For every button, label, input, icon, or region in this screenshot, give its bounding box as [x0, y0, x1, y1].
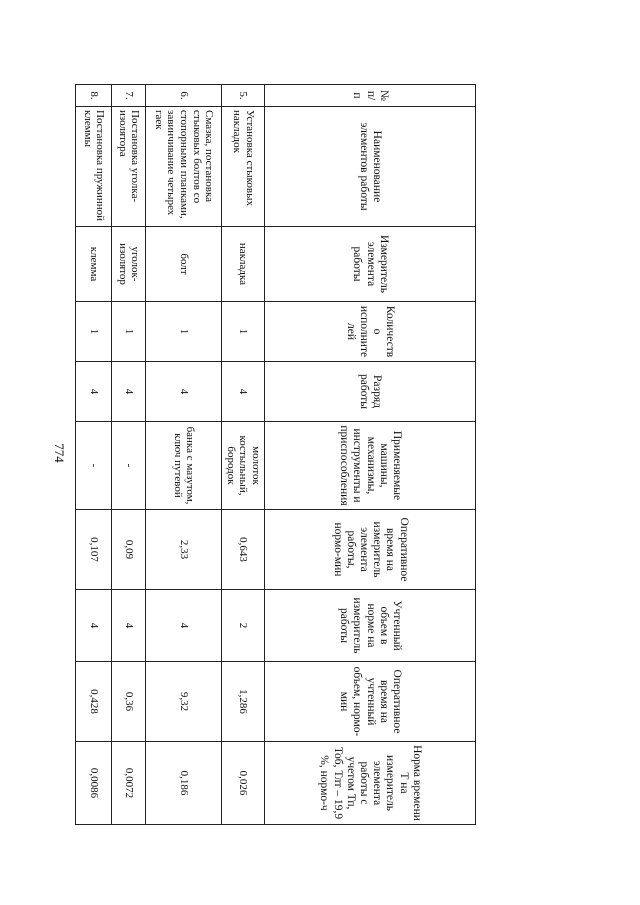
row-unit: клемма	[76, 227, 112, 302]
row-grade: 4	[146, 362, 222, 422]
table-row	[76, 85, 112, 825]
table-row	[112, 85, 146, 825]
header-work-element: Наименование элементов работы	[265, 107, 476, 227]
header-workers: Количество исполнителей	[265, 302, 476, 362]
header-grade: Разряд работы	[265, 362, 476, 422]
row-number: 6.	[146, 85, 222, 107]
row-tools: молоток костыльный, бородок	[222, 422, 265, 510]
row-workers: 1	[76, 302, 112, 362]
row-norm: 0,186	[146, 742, 222, 825]
row-unit: болт	[146, 227, 222, 302]
table-row	[146, 85, 222, 825]
header-op-time: Оперативное время на измеритель элемента работы, нормо-мин	[265, 510, 476, 590]
row-norm: 0,0072	[112, 742, 146, 825]
header-norm: Норма времени Т на измеритель элемента работы с учетом Тп, Тоб, Тлт – 19,9 %, нормо-ч	[265, 742, 476, 825]
row-op-time: 0,107	[76, 510, 112, 590]
row-work-element: Постановка уголка-изолятора	[112, 107, 146, 227]
row-norm: 0,0086	[76, 742, 112, 825]
row-op-total: 9,32	[146, 662, 222, 742]
row-tools: банка с мазутом, ключ путевой	[146, 422, 222, 510]
row-number: 7.	[112, 85, 146, 107]
table-header-row	[265, 85, 476, 825]
row-grade: 4	[76, 362, 112, 422]
row-volume: 4	[146, 590, 222, 662]
row-op-time: 2,33	[146, 510, 222, 590]
work-norms-table	[81, 84, 476, 824]
row-volume: 4	[76, 590, 112, 662]
row-unit: уголок-изолятор	[112, 227, 146, 302]
row-workers: 1	[112, 302, 146, 362]
row-work-element: Смазка, постановка стыковых болтов со стопорными планками, завинчивание четырех гаек	[146, 107, 222, 227]
row-workers: 1	[146, 302, 222, 362]
header-volume: Учтенный объем в норме на измеритель работы	[265, 590, 476, 662]
header-tools: Применяемые машины, механизмы, инструменты и приспособления	[265, 422, 476, 510]
row-work-element: Установка стыковых накладок	[222, 107, 265, 227]
header-unit: Измеритель элемента работы	[265, 227, 476, 302]
row-op-total: 1,286	[222, 662, 265, 742]
row-work-element: Постановка пружинной клеммы	[76, 107, 112, 227]
row-op-total: 0,428	[76, 662, 112, 742]
page-number: 774	[52, 443, 67, 463]
row-unit: накладка	[222, 227, 265, 302]
row-op-time: 0,09	[112, 510, 146, 590]
row-op-time: 0,643	[222, 510, 265, 590]
row-volume: 2	[222, 590, 265, 662]
row-volume: 4	[112, 590, 146, 662]
row-tools: -	[76, 422, 112, 510]
row-workers: 1	[222, 302, 265, 362]
row-grade: 4	[222, 362, 265, 422]
row-norm: 0,026	[222, 742, 265, 825]
row-tools: -	[112, 422, 146, 510]
table-row	[222, 85, 265, 825]
row-number: 5.	[222, 85, 265, 107]
row-grade: 4	[112, 362, 146, 422]
row-op-total: 0,36	[112, 662, 146, 742]
header-number: № п/п	[265, 85, 476, 107]
row-number: 8.	[76, 85, 112, 107]
header-op-total: Оперативное время на учтенный объем, нормо-мин	[265, 662, 476, 742]
